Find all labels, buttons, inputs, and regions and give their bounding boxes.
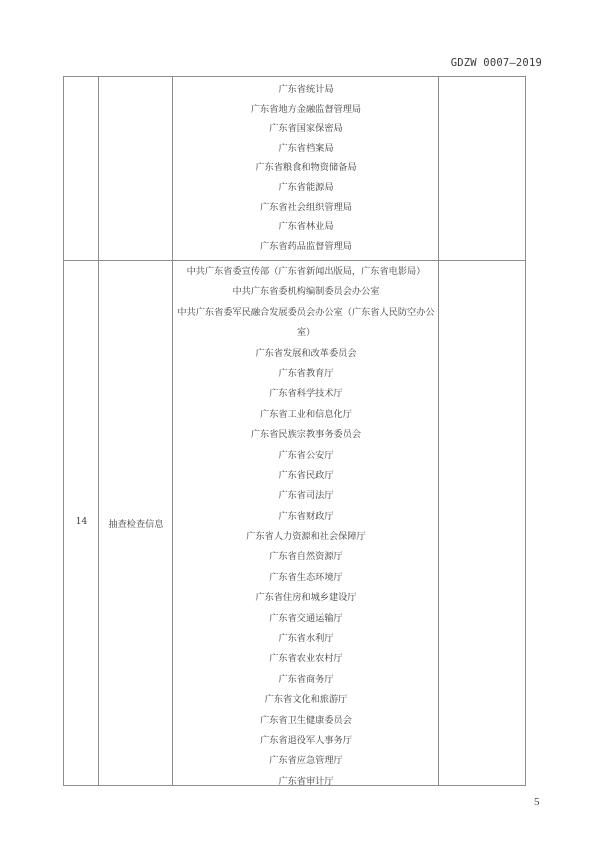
- list-item: 广东省审计厅: [278, 775, 334, 787]
- list-item: 广东省粮食和物资储备局: [255, 162, 357, 174]
- remarks-cell: [439, 261, 525, 785]
- list-item: 广东省退役军人事务厅: [260, 734, 352, 746]
- list-item: 广东省水利厅: [278, 633, 334, 645]
- list-item: 广东省民政厅: [278, 469, 334, 481]
- list-item: 广东省司法厅: [278, 490, 334, 502]
- list-item: 广东省档案局: [278, 142, 334, 154]
- list-item: 中共广东省委机构编制委员会办公室: [232, 286, 380, 298]
- list-item: 广东省工业和信息化厅: [260, 408, 352, 420]
- organization-list: [174, 80, 438, 256]
- list-item: 广东省地方金融监督管理局: [250, 103, 362, 115]
- list-item: 广东省自然资源厅: [269, 551, 343, 563]
- organization-table: [63, 76, 526, 786]
- list-item: 广东省社会组织管理局: [260, 201, 352, 213]
- list-item: 室）: [296, 327, 316, 339]
- list-item: 广东省生态环境厅: [269, 571, 343, 583]
- list-item: 广东省住房和城乡建设厅: [255, 592, 357, 604]
- list-item: 广东省林业局: [278, 221, 334, 233]
- row-category-cell: 抽查检查信息: [108, 519, 164, 530]
- table-row: [64, 77, 525, 260]
- table-row: [64, 261, 525, 785]
- list-item: 广东省民族宗教事务委员会: [250, 429, 362, 441]
- list-item: 广东省商务厅: [278, 673, 334, 685]
- list-item: 广东省统计局: [278, 84, 334, 95]
- row-number-cell: 14: [75, 517, 88, 527]
- list-item: 广东省财政厅: [278, 510, 334, 522]
- list-item: 广东省卫生健康委员会: [260, 714, 352, 726]
- list-item: 广东省国家保密局: [269, 123, 343, 135]
- list-item: 广东省人力资源和社会保障厅: [246, 531, 366, 543]
- list-item: 广东省药品监督管理局: [260, 240, 352, 252]
- list-item: 中共广东省委宣传部（广东省新闻出版局，广东省电影局）: [186, 266, 426, 277]
- list-item: 广东省发展和改革委员会: [255, 347, 357, 359]
- page-number: 5: [534, 796, 540, 808]
- list-item: 广东省教育厅: [278, 367, 334, 379]
- list-item: 广东省农业农村厅: [269, 653, 343, 665]
- list-item: 广东省交通运输厅: [269, 612, 343, 624]
- list-item: 广东省公安厅: [278, 449, 334, 461]
- document-code: GDZW 0007—2019: [450, 57, 542, 69]
- list-item: 广东省文化和旅游厅: [264, 694, 348, 706]
- list-item: 广东省科学技术厅: [269, 388, 343, 400]
- list-item: 中共广东省委军民融合发展委员会办公室（广东省人民防空办公: [177, 306, 435, 318]
- remarks-cell: [439, 77, 525, 260]
- organization-list: [174, 262, 438, 792]
- list-item: 广东省能源局: [278, 181, 334, 193]
- list-item: 广东省应急管理厅: [269, 755, 343, 767]
